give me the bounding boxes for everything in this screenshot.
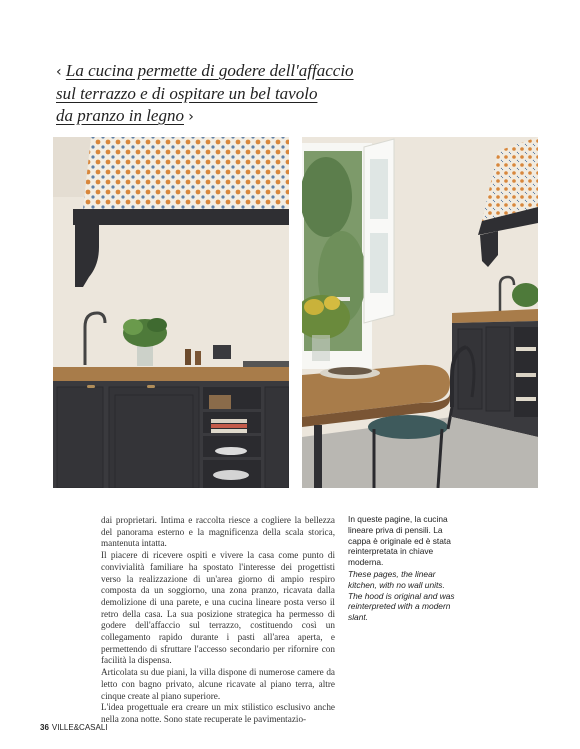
page-folio: [40, 723, 108, 732]
magazine-name: VILLE&CASALI: [51, 723, 108, 732]
caption-italian: In queste pagine, la cucina lineare priva di pensili. La cappa è originale ed è stata reinterpretata in chiave moderna.: [348, 514, 451, 568]
page-number: 36: [40, 723, 49, 732]
kitchen-photo-right: [302, 137, 538, 488]
dining-corner-illustration: [302, 137, 538, 488]
photo-caption: [348, 514, 458, 623]
kitchen-photo-left: [53, 137, 289, 488]
pull-quote-text-2: sul terrazzo e di ospitare un bel tavolo: [56, 84, 318, 103]
body-paragraph-3: Articolata su due piani, la villa dispone di numerose camere da letto con bagno privato, alcune ricavate al piano terra, altre cinque create al piano superiore.: [101, 667, 335, 701]
pull-quote-line-1: [56, 60, 376, 83]
pull-quote-text-1: La cucina permette di godere dell'affaccio: [65, 61, 354, 80]
caption-english: These pages, the linear kitchen, with no wall units. The hood is original and was reinterpreted with a modern slant.: [348, 568, 455, 623]
pull-quote-line-3: [56, 105, 376, 128]
pull-quote-text-3: da pranzo in legno: [56, 106, 184, 125]
article-body: [101, 515, 335, 726]
body-paragraph-2: Il piacere di ricevere ospiti e vivere la casa come punto di convivialità familiare ha spostato l'interesse dei progettisti verso la realizzazione di un'area giorno di ampio respiro composta da un soggiorno, una zona pranzo, ricavata dalla demolizione di una parete, e una cucina lineare posta verso il retro della casa. La sua posizione strategica ha permesso di godere dell'affaccio sul terrazzo, costituendo così un collegamento rapido durante i pasti all'area aperta, e permettendo di sfruttare l'accesso secondario per rifornire con facilità la dispensa.: [101, 550, 335, 666]
pull-quote: [56, 60, 376, 128]
close-quote-mark: ›: [188, 109, 194, 125]
kitchen-hood-illustration: [53, 137, 289, 488]
body-paragraph-1: dai proprietari. Intima e raccolta riesce a cogliere la bellezza del panorama esterno e la magnificenza della scala storica, mantenuta intatta.: [101, 515, 335, 549]
open-quote-mark: ‹: [56, 64, 62, 80]
body-paragraph-4: L'idea progettuale era creare un mix stilistico esclusivo anche nella zona notte. Sono state recuperate le pavimentazio-: [101, 702, 335, 724]
pull-quote-line-2: [56, 83, 376, 105]
